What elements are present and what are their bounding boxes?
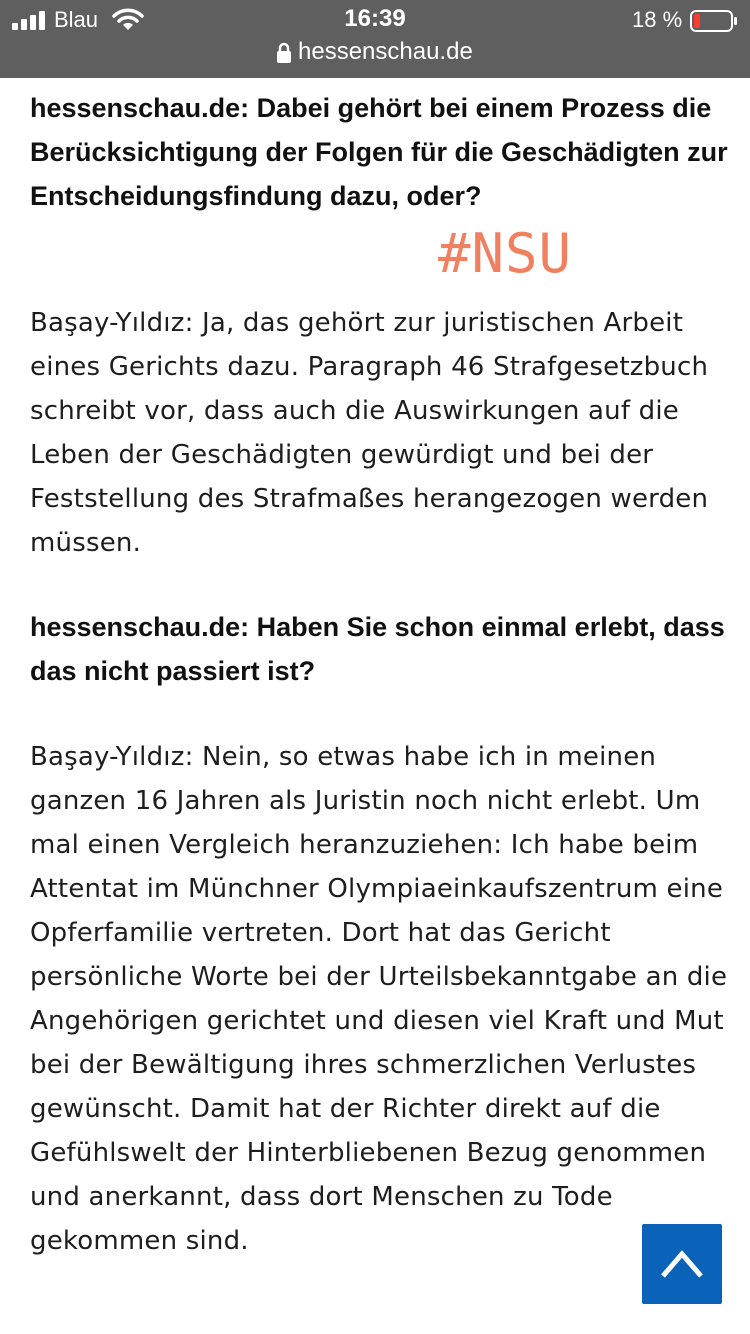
carrier-name: Blau [54, 7, 99, 32]
interview-question: hessenschau.de: Haben Sie schon einmal erlebt, dass das nicht passiert ist? [30, 612, 725, 686]
interview-question: hessenschau.de: Dabei gehört bei einem Prozess die Berücksichtigung der Folgen für die Geschädigten zur Entscheidungsfindung dazu, oder? [30, 93, 728, 211]
interview-answer: Başay-Yıldız: Nein, so etwas habe ich in meinen ganzen 16 Jahren als Juristin noch nicht erlebt. Um mal einen Vergleich heranzuziehen: Ich habe beim Attentat im Münchner Olympiaeinkaufszentrum eine Opferfamilie vertreten. Dort hat das Gericht persönliche Worte bei der Urteilsbekanntgabe an die Angehörigen gerichtet und diesen viel Kraft und Mut bei der Bewältigung ihres schmerzlichen Verlustes gewünscht. Damit hat der Richter direkt auf die Gefühlswelt der Hinterbliebenen Bezug genommen und anerkannt, dass dort Menschen zu Tode gekommen sind. [30, 742, 728, 1256]
address-bar[interactable]: hessenschau.de [298, 38, 473, 65]
scroll-to-top-button[interactable] [642, 1224, 722, 1304]
battery-percent: 18 % [632, 7, 683, 32]
hashtag-overlay: #NSU [438, 222, 573, 285]
battery-icon [690, 10, 738, 32]
article-body [30, 86, 730, 1263]
interview-answer: Başay-Yıldız: Ja, das gehört zur juristischen Arbeit eines Gerichts dazu. Paragraph 46 Strafgesetzbuch schreibt vor, dass auch die Auswirkungen auf die Leben der Geschädigten gewürdigt und bei der Feststellung des Strafmaßes herangezogen werden müssen. [30, 308, 709, 558]
clock: 16:39 [344, 5, 406, 32]
chevron-up-icon [660, 1246, 704, 1280]
status-bar [0, 0, 750, 78]
lock-icon [276, 42, 292, 64]
